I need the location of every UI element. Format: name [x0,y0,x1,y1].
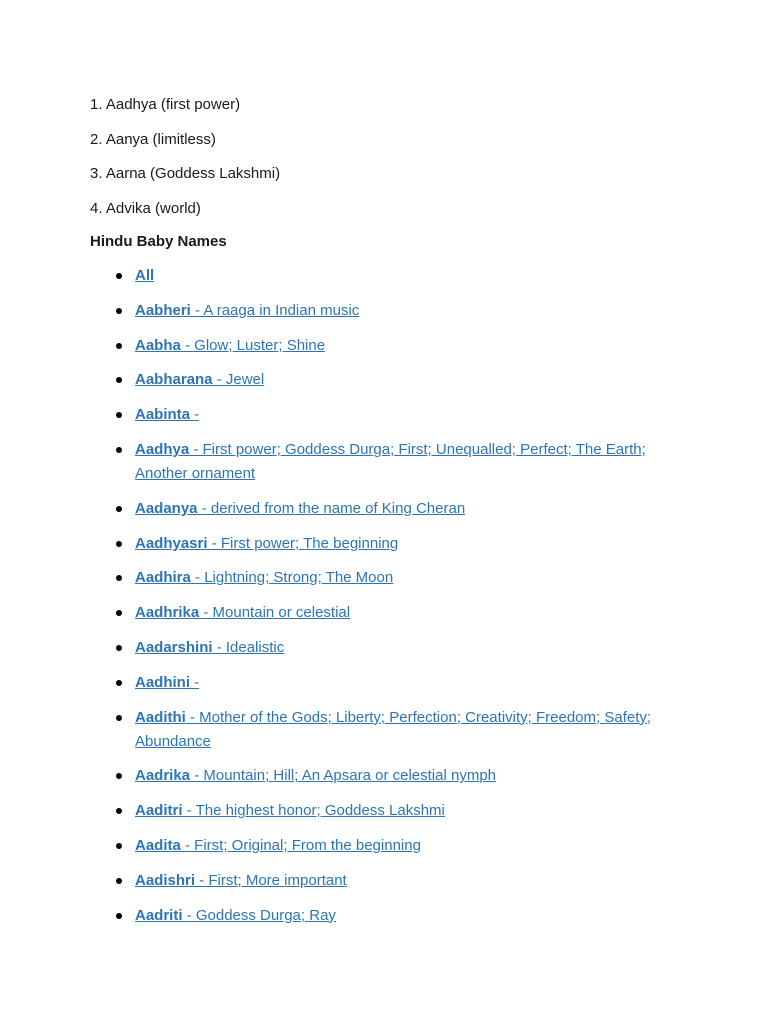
bullet-icon [116,377,122,383]
name-text: Aabharana [135,371,213,389]
list-item [90,368,690,392]
meaning-text: - Mother of the Gods; Liberty; Perfection; Creativity; Freedom; Safety; Abundance [135,708,652,750]
meaning-text: - First; Original; From the beginning [180,836,421,854]
meaning-text: - A raaga in Indian music [190,301,360,319]
name-link[interactable] [135,604,350,621]
bullet-icon [116,680,122,686]
list-item [90,334,690,358]
numbered-item: 2. Aanya (limitless) [90,130,216,148]
numbered-item: 4. Advika (world) [90,199,201,217]
name-link[interactable] [135,535,398,552]
list-item [90,601,690,625]
list-item [90,834,690,858]
name-link[interactable] [135,639,284,656]
name-link[interactable] [135,837,421,854]
name-text: Aadithi [135,708,186,726]
bullet-icon [116,715,122,721]
meaning-text: - derived from the name of King Cheran [197,499,466,517]
name-link[interactable] [135,872,347,889]
name-text: Aadhrika [135,604,200,622]
name-text: Aabheri [135,301,191,319]
name-link[interactable] [135,674,199,691]
list-item [90,799,690,823]
bullet-icon [116,575,122,581]
name-link[interactable] [135,337,325,354]
name-text: Aadhini [135,673,190,691]
bullet-icon [116,773,122,779]
meaning-text: - Lightning; Strong; The Moon [190,569,394,587]
name-text: Aadhira [135,569,191,587]
name-text: Aadarshini [135,638,213,656]
list-item [90,438,690,486]
name-text: Aadriti [135,906,183,924]
list-item [90,532,690,556]
bullet-icon [116,913,122,919]
name-link[interactable] [135,907,336,924]
name-link[interactable] [135,302,359,319]
bullet-icon [116,308,122,314]
bullet-icon [116,273,122,279]
name-text: Aabinta [135,406,191,424]
name-link[interactable] [135,371,264,388]
name-link[interactable] [135,569,393,586]
name-link[interactable] [135,441,646,482]
list-item [90,671,690,695]
name-text: Aadhya [135,440,190,458]
bullet-icon [116,878,122,884]
name-text: Aadanya [135,499,198,517]
section-title: Hindu Baby Names [90,233,227,250]
name-text: Aadita [135,836,181,854]
name-text: Aadishri [135,871,196,889]
bullet-icon [116,506,122,512]
meaning-text: - [190,406,200,424]
name-link[interactable] [135,500,465,517]
bullet-icon [116,343,122,349]
top-numbered-list [90,93,280,231]
bullet-icon [116,541,122,547]
list-item [90,706,690,754]
bullet-icon [116,808,122,814]
name-link[interactable] [135,767,496,784]
name-text: All [135,267,155,284]
meaning-text: - Jewel [212,371,265,389]
meaning-text: - Glow; Luster; Shine [180,336,326,354]
name-text: Aaditri [135,802,183,820]
numbered-item: 1. Aadhya (first power) [90,96,241,113]
name-link[interactable] [135,709,651,750]
meaning-text: - Idealistic [212,638,285,656]
meaning-text: - Mountain; Hill; An Apsara or celestial nymph [190,767,497,785]
name-text: Aadrika [135,767,191,785]
list-item [90,636,690,660]
meaning-text: - [190,673,200,691]
meaning-text: - Goddess Durga; Ray [182,906,336,924]
name-link[interactable] [135,802,445,819]
list-item [90,764,690,788]
list-item [90,566,690,590]
bullet-icon [116,447,122,453]
list-item [90,403,690,427]
meaning-text: - First power; Goddess Durga; First; Unequalled; Perfect; The Earth; Another ornament [135,440,646,482]
list-item [90,497,690,521]
meaning-text: - The highest honor; Goddess Lakshmi [182,802,445,820]
name-text: Aadhyasri [135,534,208,552]
meaning-text: - First; More important [195,871,347,889]
bullet-icon [116,645,122,651]
numbered-item: 3. Aarna (Goddess Lakshmi) [90,165,281,182]
bullet-icon [116,610,122,616]
list-item [90,904,690,928]
list-item [90,299,690,323]
bullet-icon [116,843,122,849]
baby-names-list [90,264,690,938]
name-link[interactable] [135,267,154,284]
name-text: Aabha [135,336,181,354]
list-item [90,264,690,288]
meaning-text: - First power; The beginning [207,534,399,552]
name-link[interactable] [135,406,199,423]
bullet-icon [116,412,122,418]
list-item [90,869,690,893]
meaning-text: - Mountain or celestial [199,604,351,622]
